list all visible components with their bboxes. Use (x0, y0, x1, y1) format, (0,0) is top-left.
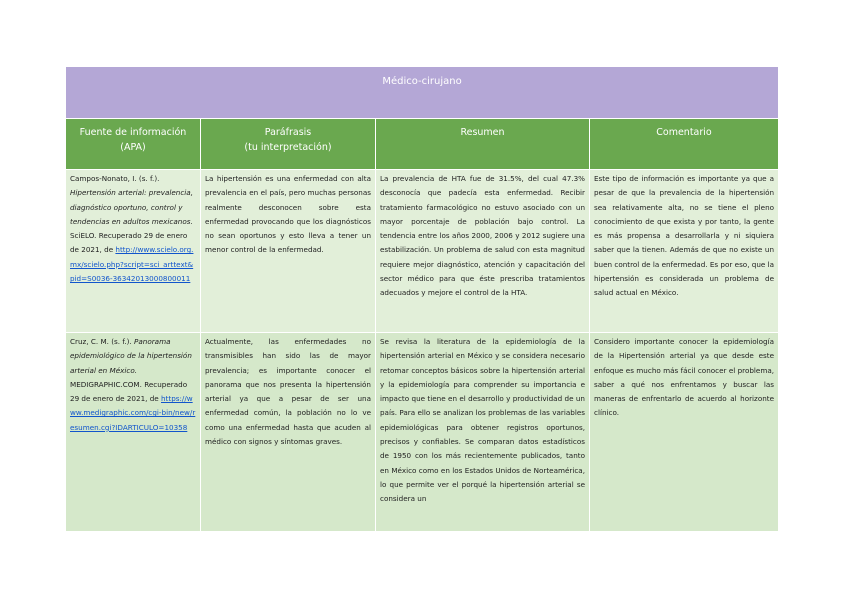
header-summary: Resumen (376, 119, 590, 170)
header-source (66, 119, 201, 170)
header-source-label: Fuente de información (79, 127, 187, 138)
header-paraphrase (201, 119, 376, 170)
paraphrase-cell: La hipertensión es una enfermedad con alta prevalencia en el país, pero muchas personas realmente desconocen sobre esta enfermedad provocando que los diagnósticos no sean oportunos y esto lleva a tener un menor control de la enfermedad. (201, 170, 376, 333)
source-cell (66, 333, 201, 532)
source-title: Hipertensión arterial: prevalencia, diagnóstico oportuno, control y tendencias en adultos mexicanos. (70, 188, 193, 226)
table-row (66, 170, 779, 333)
source-author: Cruz, C. M. (s. f.). (70, 337, 132, 346)
comment-cell: Este tipo de información es importante ya que a pesar de que la prevalencia de la hipertensión sea relativamente alta, no se tiene el pleno conocimiento de que exista y por tanto, la gente es más propensa a desarrollarla y ni siquiera saber que la tienen. Además de que no existe un buen control de la enfermedad. Es por eso, que la hipertensión es considerada un problema de salud actual en México. (590, 170, 779, 333)
research-table (65, 66, 779, 532)
source-link[interactable]: https://www.medigraphic.com/cgi-bin/new/resumen.cgi?IDARTICULO=10358 (70, 394, 196, 432)
source-link[interactable]: http://www.scielo.org.mx/scielo.php?script=sci_arttext&pid=S0036-36342013000800011 (70, 245, 194, 284)
table-row (66, 333, 779, 532)
paraphrase-cell: Actualmente, las enfermedades no transmisibles han sido las de mayor prevalencia; es importante conocer el panorama que nos presenta la hipertensión arterial ya que a pesar de ser una enfermedad común, la población no lo ve como una enfermedad hasta que acuden al médico con signos y síntomas graves. (201, 333, 376, 532)
header-source-sub: (APA) (120, 142, 146, 153)
summary-cell: Se revisa la literatura de la epidemiología de la hipertensión arterial en México y se considera necesario retomar conceptos básicos sobre la hipertensión arterial y la epidemiología para comprender su importancia e impacto que tiene en el desarrollo y productividad de un país. Para ello se analizan los problemas de las variables epidemiológicas para obtener registros oportunos, precisos y confiables. Se comparan datos estadísticos de 1950 con los más recientemente publicados, tanto en México como en los Estados Unidos de Norteamérica, lo que permite ver el porqué la hipertensión arterial se considera un (376, 333, 590, 532)
source-publisher: MEDIGRAPHIC.COM. Recuperado 29 de enero de 2021, de (70, 379, 188, 404)
source-cell (66, 170, 201, 333)
comment-cell: Considero importante conocer la epidemiología de la Hipertensión arterial ya que desde este enfoque es mucho más fácil conocer el problema, saber a qué nos enfrentamos y buscar las maneras de enfrentarlo de acuerdo al horizonte clínico. (590, 333, 779, 532)
summary-cell: La prevalencia de HTA fue de 31.5%, del cual 47.3% desconocía que padecía esta enfermedad. Recibir tratamiento farmacológico no estuvo asociado con un mayor porcentaje de población bajo control. La tendencia entre los años 2000, 2006 y 2012 sugiere una estabilización. Un problema de salud con esta magnitud requiere mejor diagnóstico, atención y capacitación del sector médico para que éste prescriba tratamientos adecuados y mejore el control de la HTA. (376, 170, 590, 333)
source-author: Campos-Nonato, I. (s. f.). (70, 174, 160, 183)
source-publisher: SciELO. Recuperado 29 de enero de 2021, de (70, 231, 188, 255)
header-paraphrase-label: Paráfrasis (264, 127, 312, 138)
header-comment: Comentario (590, 119, 779, 170)
source-title: Panorama epidemiológico de la hipertensión arterial en México. (70, 337, 192, 375)
header-paraphrase-sub: (tu interpretación) (244, 142, 332, 153)
table-title: Médico-cirujano (66, 67, 779, 119)
